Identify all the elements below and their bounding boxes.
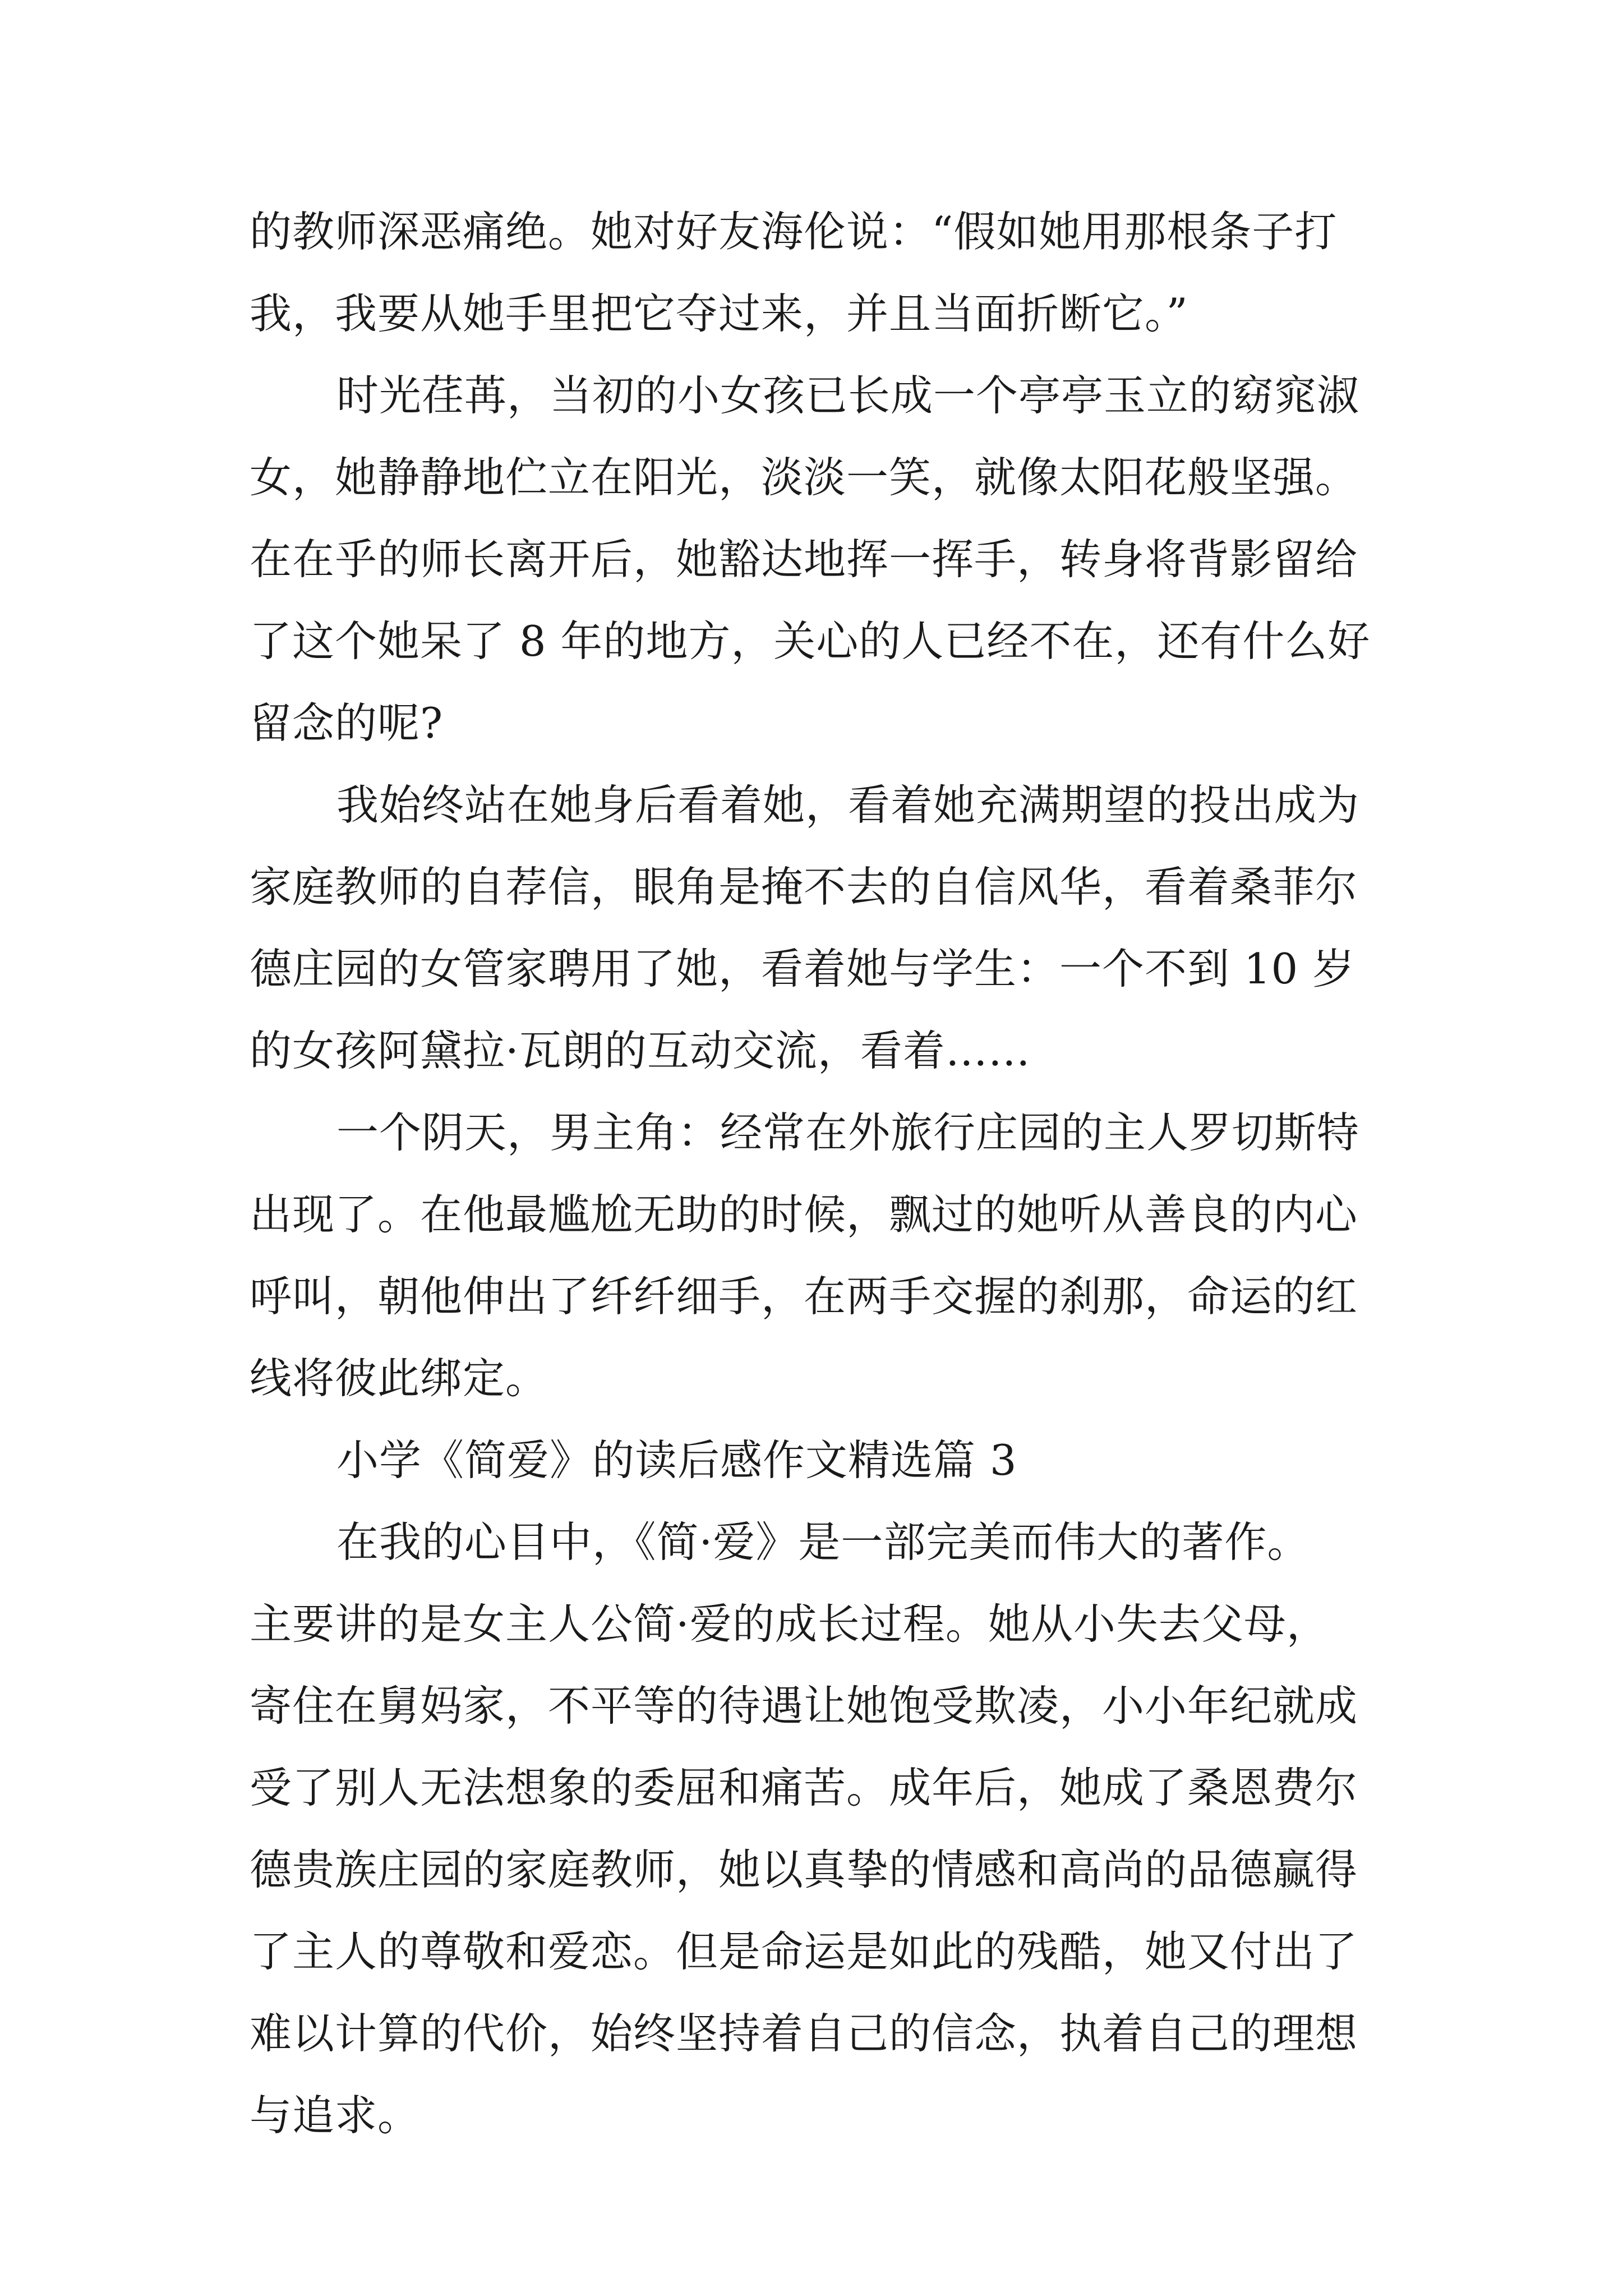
text-line: 家庭教师的自荐信，眼角是掩不去的自信风华，看着桑菲尔 (250, 862, 1358, 912)
paragraph-start-line: 在我的心目中，《简·爱》是一部完美而伟大的著作。 (336, 1517, 1310, 1567)
text-line: 我，我要从她手里把它夺过来，并且当面折断它。” (250, 289, 1188, 338)
paragraph-start-line: 时光荏苒，当初的小女孩已长成一个亭亭玉立的窈窕淑 (336, 371, 1360, 420)
paragraph-start-line: 一个阴天，男主角：经常在外旅行庄园的主人罗切斯特 (336, 1108, 1360, 1157)
text-line: 与追求。 (250, 2091, 421, 2140)
text-line: 女，她静静地伫立在阳光，淡淡一笑，就像太阳花般坚强。 (250, 453, 1358, 502)
text-line: 寄住在舅妈家，不平等的待遇让她饱受欺凌，小小年纪就成 (250, 1681, 1358, 1731)
paragraph-start-line: 我始终站在她身后看着她，看着她充满期望的投出成为 (336, 780, 1360, 830)
text-line: 线将彼此绑定。 (250, 1354, 548, 1403)
section-heading: 小学《简爱》的读后感作文精选篇 3 (336, 1435, 1017, 1485)
text-line: 呼叫，朝他伸出了纤纤细手，在两手交握的刹那，命运的红 (250, 1272, 1358, 1321)
body-text (250, 191, 1394, 2156)
text-line: 的教师深恶痛绝。她对好友海伦说：“假如她用那根条子打 (250, 207, 1338, 256)
text-line: 留念的呢? (250, 698, 444, 748)
text-line: 的女孩阿黛拉·瓦朗的互动交流，看着…… (250, 1026, 1031, 1075)
text-line: 德庄园的女管家聘用了她，看着她与学生：一个不到 10 岁 (250, 944, 1355, 993)
text-line: 主要讲的是女主人公简·爱的成长过程。她从小失去父母， (250, 1599, 1329, 1649)
text-line: 德贵族庄园的家庭教师，她以真挚的情感和高尚的品德赢得 (250, 1845, 1358, 1894)
text-line: 了主人的尊敬和爱恋。但是命运是如此的残酷，她又付出了 (250, 1927, 1358, 1976)
text-line: 了这个她呆了 8 年的地方，关心的人已经不在，还有什么好 (250, 616, 1371, 666)
text-line: 出现了。在他最尴尬无助的时候，飘过的她听从善良的内心 (250, 1190, 1358, 1239)
text-line: 受了别人无法想象的委屈和痛苦。成年后，她成了桑恩费尔 (250, 1763, 1358, 1812)
text-line: 难以计算的代价，始终坚持着自己的信念，执着自己的理想 (250, 2009, 1358, 2058)
text-line: 在在乎的师长离开后，她豁达地挥一挥手，转身将背影留给 (250, 535, 1358, 584)
